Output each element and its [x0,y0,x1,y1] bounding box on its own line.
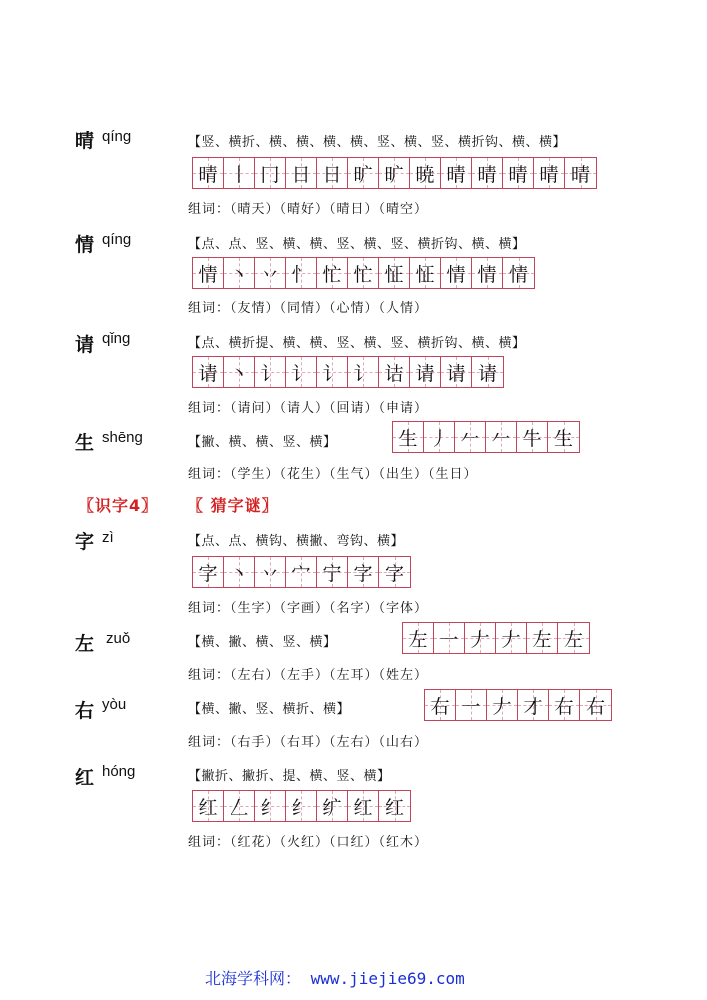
grid-cell: 晴 [534,158,565,188]
grid-cell: 丶 [224,557,255,587]
word-combinations: 组词：（请问）（请人）（回请）（申请） [188,401,429,416]
word-combinations: 组词：（左右）（左手）（左耳）（姓左） [188,668,429,683]
grid-cell: 日 [317,158,348,188]
grid-cell: 纩 [317,791,348,821]
stroke-grid [192,157,597,189]
grid-cell: 一 [434,623,465,653]
stroke-grid [424,689,612,721]
grid-cell: 怔 [410,258,441,288]
grid-cell: 怔 [379,258,410,288]
entry-char: 晴 [75,130,95,152]
grid-cell: 日 [286,158,317,188]
grid-cell: 𠂉 [486,422,517,452]
grid-cell: 才 [518,690,549,720]
grid-cell: 旷 [379,158,410,188]
word-combinations: 组词：（右手）（右耳）（左右）（山右） [188,735,429,750]
entry-pinyin: yòu [102,696,127,713]
grid-cell: 讠 [317,357,348,387]
word-combinations: 组词：（学生）（花生）（生气）（出生）（生日） [188,467,478,482]
grid-cell: 红 [193,791,224,821]
stroke-grid [192,356,504,388]
grid-cell: 忙 [317,258,348,288]
grid-cell: 情 [472,258,503,288]
stroke-order-text: 【撇、横、横、竖、横】 [188,435,337,450]
grid-cell: 情 [193,258,224,288]
entry-char: 字 [75,531,95,553]
grid-cell: 请 [472,357,503,387]
grid-cell: 暁 [410,158,441,188]
grid-cell: 生 [393,422,424,452]
grid-cell: 晴 [565,158,596,188]
entry-pinyin: qǐng [102,330,131,347]
entry-pinyin: shēng [102,429,143,446]
stroke-grid [392,421,580,453]
entry-pinyin: zuǒ [106,630,131,647]
grid-cell: 请 [410,357,441,387]
grid-cell: 讠 [348,357,379,387]
footer-website[interactable]: 北海学科网： www.jiejie69.com [205,969,465,988]
stroke-grid [192,556,411,588]
grid-cell: 𠃋 [224,791,255,821]
stroke-grid [402,622,590,654]
grid-cell: 晴 [441,158,472,188]
grid-cell: 丿 [424,422,455,452]
grid-cell: 左 [403,623,434,653]
entry-pinyin: hóng [102,763,136,780]
grid-cell: 情 [503,258,534,288]
stroke-order-text: 【点、点、竖、横、横、竖、横、竖、横折钩、横、横】 [188,237,526,252]
grid-cell: 晴 [472,158,503,188]
grid-cell: 红 [379,791,410,821]
grid-cell: 晴 [503,158,534,188]
grid-cell: 左 [527,623,558,653]
grid-cell: 纟 [286,791,317,821]
grid-cell: 右 [425,690,456,720]
grid-cell: 左 [558,623,589,653]
grid-cell: 右 [580,690,611,720]
entry-char: 左 [75,633,95,655]
grid-cell: 生 [548,422,579,452]
grid-cell: 冂 [255,158,286,188]
grid-cell: 丨 [224,158,255,188]
grid-cell: 纟 [255,791,286,821]
grid-cell: 右 [549,690,580,720]
grid-cell: 𠂉 [455,422,486,452]
entry-pinyin: zì [102,529,114,546]
grid-cell: 字 [193,557,224,587]
section-heading-lesson: 〖识字4〗 [78,496,159,515]
grid-cell: 晴 [193,158,224,188]
word-combinations: 组词：（红花）（火红）（口红）（红木） [188,835,429,850]
grid-cell: 忙 [348,258,379,288]
entry-char: 红 [75,767,95,789]
grid-cell: 字 [379,557,410,587]
grid-cell: 丶 [224,357,255,387]
stroke-order-text: 【撇折、撇折、提、横、竖、横】 [188,769,391,784]
grid-cell: 情 [441,258,472,288]
entry-char: 请 [75,334,95,356]
grid-cell: 丷 [255,557,286,587]
grid-cell: 丶 [224,258,255,288]
grid-cell: 忄 [286,258,317,288]
stroke-order-text: 【点、横折提、横、横、竖、横、竖、横折钩、横、横】 [188,336,526,351]
grid-cell: 请 [441,357,472,387]
stroke-order-text: 【横、撇、竖、横折、横】 [188,702,351,717]
section-heading-riddle: 〖 猜字谜〗 [187,496,279,515]
entry-pinyin: qíng [102,231,132,248]
grid-cell: 宀 [286,557,317,587]
entry-char: 情 [75,234,95,256]
grid-cell: 讠 [255,357,286,387]
grid-cell: 讠 [286,357,317,387]
grid-cell: 宁 [317,557,348,587]
grid-cell: 诘 [379,357,410,387]
stroke-grid [192,790,411,822]
word-combinations: 组词：（友情）（同情）（心情）（人情） [188,301,429,316]
grid-cell: 丷 [255,258,286,288]
grid-cell: 𠂇 [465,623,496,653]
stroke-order-text: 【竖、横折、横、横、横、横、竖、横、竖、横折钩、横、横】 [188,135,567,150]
entry-char: 右 [75,700,95,722]
word-combinations: 组词：（生字）（字画）（名字）（字体） [188,601,429,616]
stroke-order-text: 【点、点、横钩、横撇、弯钩、横】 [188,534,405,549]
grid-cell: 𠂇 [487,690,518,720]
grid-cell: 旷 [348,158,379,188]
grid-cell: 红 [348,791,379,821]
stroke-grid [192,257,535,289]
grid-cell: 牛 [517,422,548,452]
entry-char: 生 [75,432,95,454]
stroke-order-text: 【横、撇、横、竖、横】 [188,635,337,650]
entry-pinyin: qíng [102,128,132,145]
grid-cell: 𠂇 [496,623,527,653]
word-combinations: 组词：（晴天）（晴好）（晴日）（晴空） [188,202,429,217]
grid-cell: 一 [456,690,487,720]
grid-cell: 请 [193,357,224,387]
grid-cell: 字 [348,557,379,587]
